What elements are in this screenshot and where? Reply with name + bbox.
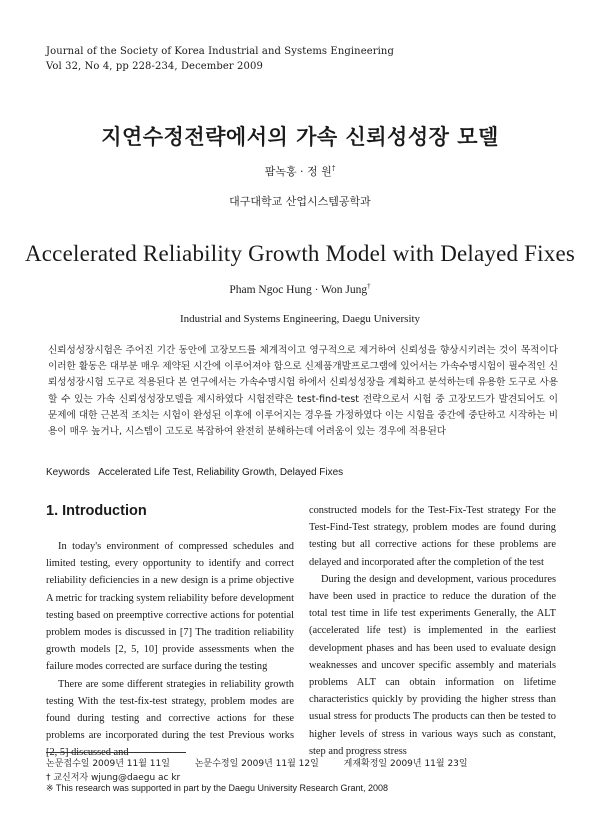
volume-info: Vol 32, No 4, pp 228-234, December 2009: [46, 61, 263, 72]
corresponding-mark-eng: †: [367, 282, 371, 290]
korean-authors: [0, 163, 600, 179]
paragraph: There are some different strategies in reliability growth testing With the test-fix-test strategy, problem modes are found during testing and corrective actions for these problems are incorporated during the test Previous works [2, 5] discussed and: [46, 678, 294, 759]
right-column: [309, 502, 556, 760]
left-column: [46, 538, 294, 762]
received-date: 논문접수일 2009년 11월 11일: [46, 759, 170, 769]
footnote-dates: [46, 756, 490, 769]
footnote-divider: [46, 752, 186, 753]
keywords-label: Keywords: [46, 467, 90, 478]
korean-affiliation: 대구대학교 산업시스템공학과: [229, 195, 371, 208]
paragraph: During the design and development, various procedures have been used in practice to reduce the duration of the total test time in life test experiments Generally, the ALT (accelerated life test) is implemented in the earliest development phases and has been used to evaluate design weaknesses and uncover specific assembly and materials problems ALT can obtain information on lifetime characteristics quickly by providing the higher stress than usual stress for products The products can then be tested to higher levels of stress in various ways such as constant, step and progress stress: [309, 573, 556, 757]
korean-abstract: 신뢰성성장시험은 주어진 기간 동안에 고장모드를 체계적이고 영구적으로 제거하여 신뢰성을 향상시키려는 것이 목적이다 이러한 활동은 대부분 매우 제약된 시간에 이루어져야 함으로 신제품개발프로그램에 있어서는 가속수명시험이 필수적인 신뢰성성장시험 도구로 적용된다 본 연구에서는 가속수명시험 하에서 신뢰성성장을 계획하고 분석하는데 유용한 도구로 사용할 수 있는 가속 신뢰성성장모델을 제시하였다 시험전략은 test-find-test 전략으로서 시험 중 고장모드가 발견되어도 이 문제에 대한 근본적 조치는 시험이 완성된 이후에 이루어지는 경우를 가정하였다 이는 시험을 중간에 중단하고 시작하는 비용이 매우 높거나, 시스템이 고도로 복잡하여 완전히 분해하는데 어려움이 있는 경우에 적용된다: [48, 345, 558, 438]
journal-name: Journal of the Society of Korea Industrial and Systems Engineering: [46, 46, 394, 57]
keywords-line: [46, 467, 343, 478]
korean-author-names: 팜녹홍 · 정 원: [264, 165, 332, 178]
paragraph: In today's environment of compressed schedules and limited testing, every opportunity to identify and correct reliability deficiencies in a new design is a prime objective A metric for tracking system reliability before development testing based on preemptive corrective actions for potential problem modes is discussed in [7] The tradition reliability growth models [2, 5, 10] provide assessments when the failure modes corrected are surface during the testing: [46, 541, 294, 673]
revised-date: 논문수정일 2009년 11월 12일: [194, 759, 319, 769]
keywords-text: Accelerated Life Test, Reliability Growth, Delayed Fixes: [98, 467, 344, 478]
english-title: Accelerated Reliability Growth Model with Delayed Fixes: [24, 241, 576, 266]
paragraph: constructed models for the Test-Fix-Test strategy For the Test-Find-Test strategy, problem modes are found during testing but all corrective actions for these problems are delayed and incorporated after the completion of the test: [309, 505, 556, 568]
english-author-names: Pham Ngoc Hung · Won Jung: [229, 283, 368, 296]
english-affiliation: Industrial and Systems Engineering, Daegu University: [179, 313, 421, 325]
grant-note: ※ This research was supported in part by the Daegu University Research Grant, 2008: [46, 783, 389, 793]
corresponding-author-note: † 교신저자 wjung@daegu ac kr: [46, 773, 181, 783]
korean-title: 지연수정전략에서의 가속 신뢰성성장 모델: [101, 125, 499, 149]
accepted-date: 게재확정일 2009년 11월 23일: [343, 759, 468, 769]
corresponding-mark: †: [331, 164, 336, 173]
section-heading: 1. Introduction: [46, 503, 147, 519]
english-authors: [0, 282, 600, 296]
